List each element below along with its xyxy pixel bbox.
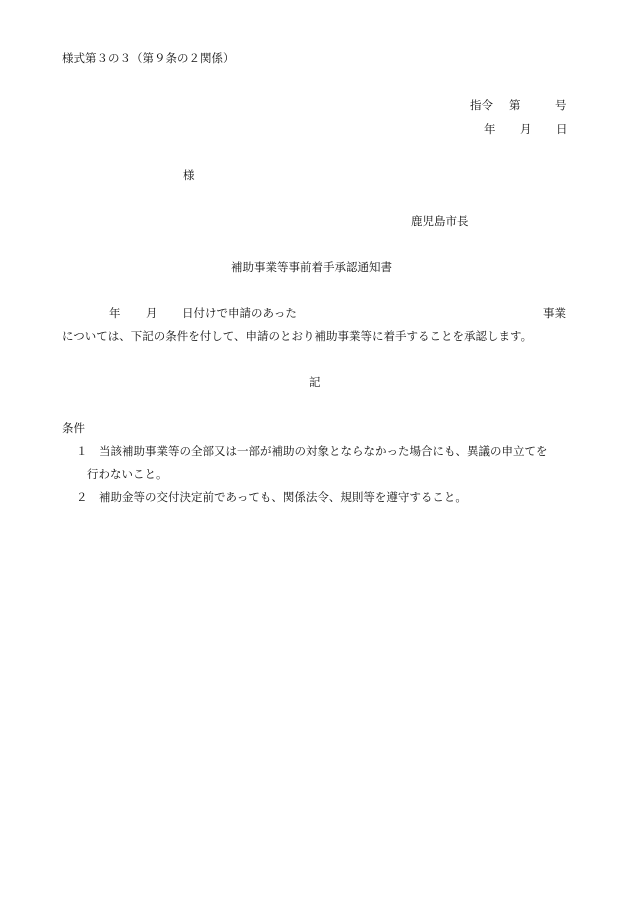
ref-go: 号 <box>555 98 567 112</box>
condition-1-line2: 行わないこと。 <box>87 467 168 481</box>
date-year: 年 <box>484 122 496 136</box>
ki-heading: 記 <box>309 375 321 389</box>
ref-prefix: 指令 <box>470 98 493 112</box>
ref-dai: 第 <box>509 98 521 112</box>
condition-2-number: ２ <box>76 490 88 504</box>
date-day: 日 <box>556 122 568 136</box>
document-title: 補助事業等事前着手承認通知書 <box>231 260 392 274</box>
condition-2-line1: 補助金等の交付決定前であっても、関係法令、規則等を遵守すること。 <box>99 490 467 504</box>
addressee-suffix: 様 <box>183 168 195 182</box>
date-month: 月 <box>520 122 532 136</box>
condition-1-number: １ <box>76 444 88 458</box>
body-month: 月 <box>146 306 158 320</box>
sender: 鹿児島市長 <box>411 214 469 228</box>
condition-1-line1: 当該補助事業等の全部又は一部が補助の対象とならなかった場合にも、異議の申立てを <box>99 444 548 458</box>
conditions-heading: 条件 <box>62 421 85 435</box>
body-year: 年 <box>109 306 121 320</box>
body-jigyo: 事業 <box>543 306 566 320</box>
body-day-text: 日付けで申請のあった <box>182 306 297 320</box>
form-label: 様式第３の３（第９条の２関係） <box>62 51 235 65</box>
body-line2: については、下記の条件を付して、申請のとおり補助事業等に着手することを承認します。 <box>62 329 533 343</box>
